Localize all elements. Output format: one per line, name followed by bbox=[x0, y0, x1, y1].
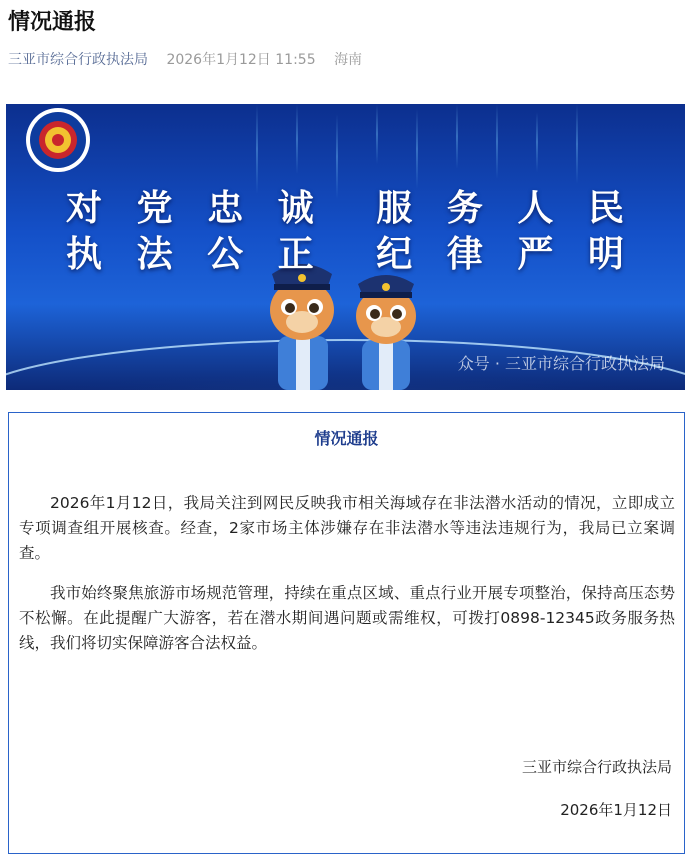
publish-region: 海南 bbox=[334, 52, 363, 68]
slogan-char: 党 bbox=[136, 187, 175, 229]
mascot-deer-right bbox=[356, 275, 416, 390]
slogan-char: 忠 bbox=[207, 187, 246, 229]
article-title: 情况通报 bbox=[8, 10, 97, 35]
notice-box bbox=[8, 412, 685, 854]
slogan-char: 纪 bbox=[376, 233, 415, 275]
slogan-char: 民 bbox=[587, 187, 626, 229]
slogan-char: 法 bbox=[136, 233, 175, 275]
slogan-char: 诚 bbox=[277, 187, 316, 229]
slogan-char: 律 bbox=[446, 233, 485, 275]
mascot-deer-left bbox=[270, 264, 334, 390]
slogan-line-1 bbox=[66, 180, 626, 231]
slogan-char: 对 bbox=[66, 187, 105, 229]
slogan-char: 服 bbox=[376, 187, 415, 229]
publish-date: 2026年1月12日 11:55 bbox=[166, 52, 316, 68]
slogan-char: 公 bbox=[207, 233, 246, 275]
notice-paragraph-2: 我市始终聚焦旅游市场规范管理，持续在重点区域、重点行业开展专项整治，保持高压态势不松懈。在此提醒广大游客，若在潜水期间遇问题或需维权，可拨打0898-12345政务服务热线，我们将切实保障游客合法权益。 bbox=[19, 584, 675, 652]
slogan-char: 严 bbox=[517, 233, 556, 275]
slogan-line-2 bbox=[66, 226, 626, 277]
police-emblem-icon bbox=[26, 108, 90, 172]
author-link[interactable]: 三亚市综合行政执法局 bbox=[8, 52, 148, 68]
slogan-char: 务 bbox=[446, 187, 485, 229]
notice-heading: 情况通报 bbox=[314, 429, 379, 448]
notice-sign-date: 2026年1月12日 bbox=[560, 801, 672, 819]
slogan-char: 执 bbox=[66, 233, 105, 275]
notice-paragraph-1: 2026年1月12日，我局关注到网民反映我市相关海域存在非法潜水活动的情况，立即成立专项调查组开展核查。经查，2家市场主体涉嫌存在非法潜水等违法违规行为，我局已立案调查。 bbox=[19, 494, 675, 562]
slogan-char: 明 bbox=[587, 233, 626, 275]
article-meta bbox=[8, 50, 362, 70]
banner-image bbox=[6, 104, 685, 390]
banner-watermark: 众号 · 三亚市综合行政执法局 bbox=[457, 354, 665, 373]
notice-signature: 三亚市综合行政执法局 bbox=[521, 758, 672, 776]
slogan-char: 人 bbox=[517, 187, 556, 229]
slogan-char: 正 bbox=[277, 233, 316, 275]
